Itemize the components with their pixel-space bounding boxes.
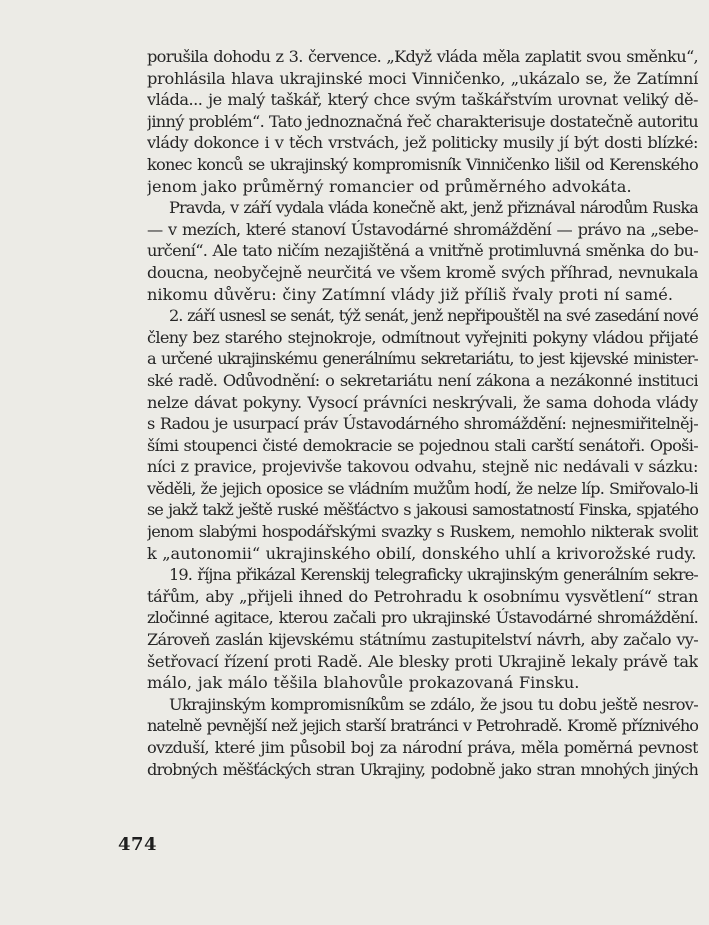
text-line: ské radě. Odůvodnění: o sekretariátu není zákona a nezákonné instituci	[147, 370, 698, 390]
text-line: určení“. Ale tato ničím nezajištěná a vnitřně protimluvná směnka do bu-	[147, 241, 698, 261]
text-line: Ukrajinským kompromisníkům se zdálo, že jsou tu dobu ještě nesrov-	[169, 694, 698, 714]
text-line: tářům, aby „přijeli ihned do Petrohradu k osobnímu vysvětlení“ stran	[147, 586, 698, 606]
text-line: šetřovací řízení proti Radě. Ale blesky proti Ukrajině lekaly právě tak	[147, 651, 698, 671]
text-line: vláda... je malý taškář, který chce svým taškářstvím urovnat veliký dě-	[147, 90, 698, 110]
text-line: — v mezích, které stanoví Ústavodárné shromáždění — právo na „sebe-	[147, 219, 698, 239]
text-line: šími stoupenci čisté demokracie se pojednou stali carští senátoři. Opoši-	[147, 435, 698, 455]
text-line: Pravda, v září vydala vláda konečně akt, jenž přiznával národům Ruska	[169, 198, 698, 218]
page-number: 474	[118, 834, 158, 855]
text-line: natelně pevnější než jejich starší bratránci v Petrohradě. Kromě příznivého	[147, 716, 698, 736]
text-line: věděli, že jejich oposice se vládním mužům hodí, že nelze líp. Smiřovalo-li	[147, 478, 698, 498]
text-line: jenom jako průměrný romancier od průměrného advokáta.	[147, 176, 632, 196]
text-line: drobných měšťáckých stran Ukrajiny, podobně jako stran mnohých jiných	[147, 759, 698, 779]
text-line: členy bez starého stejnokroje, odmítnout vyřejniti pokyny vládou přijaté	[147, 327, 698, 347]
body-text	[147, 46, 698, 780]
text-line: málo, jak málo těšila blahovůle prokazovaná Finsku.	[147, 673, 580, 693]
text-line: k „autonomii“ ukrajinského obilí, donského uhlí a krivorožské rudy.	[147, 543, 697, 563]
text-line: vlády dokonce i v těch vrstvách, jež politicky musily jí být dosti blízké:	[147, 133, 698, 153]
text-line: Zároveň zaslán kijevskému státnímu zastupitelství návrh, aby začalo vy-	[147, 630, 698, 650]
text-line: jenom slabými hospodářskými svazky s Ruskem, nemohlo nikterak svolit	[147, 522, 698, 542]
text-line: a určené ukrajinskému generálnímu sekretariátu, to jest kijevské minister-	[147, 349, 698, 369]
text-line: porušila dohodu z 3. července. „Když vláda měla zaplatit svou směnku“,	[147, 47, 698, 66]
text-line: ovzduší, které jim působil boj za národní práva, měla poměrná pevnost	[147, 738, 698, 757]
text-line: nikomu důvěru: činy Zatímní vlády již příliš řvaly proti ní samé.	[147, 284, 674, 304]
text-line: 19. října přikázal Kerenskij telegraficky ukrajinským generálním sekre-	[169, 565, 698, 585]
text-line: níci z pravice, projevivše takovou odvahu, stejně nic nedávali v sázku:	[147, 457, 698, 477]
text-line: 2. září usnesl se senát, týž senát, jenž nepřipouštěl na své zasedání nové	[169, 306, 698, 326]
text-line: s Radou je usurpací práv Ústavodárného shromáždění: nejnesmiřitelněj-	[147, 414, 698, 434]
text-line: jinný problém“. Tato jednoznačná řeč charakterisuje dostatečně autoritu	[147, 111, 698, 131]
text-line: zločinné agitace, kterou začali pro ukrajinské Ústavodárné shromáždění.	[147, 608, 698, 628]
text-line: prohlásila hlava ukrajinské moci Vinničenko, „ukázalo se, že Zatímní	[147, 68, 698, 88]
text-line: doucna, neobyčejně neurčitá ve všem kromě svých příhrad, nevnukala	[147, 262, 698, 282]
text-line: se jakž takž ještě ruské měšťáctvo s jakousi samostatností Finska, spjatého	[147, 500, 698, 520]
text-line: nelze dávat pokyny. Vysocí právníci neskrývali, že sama dohoda vlády	[147, 392, 698, 412]
text-line: konec konců se ukrajinský kompromisník Vinničenko lišil od Kerenského	[147, 154, 698, 174]
